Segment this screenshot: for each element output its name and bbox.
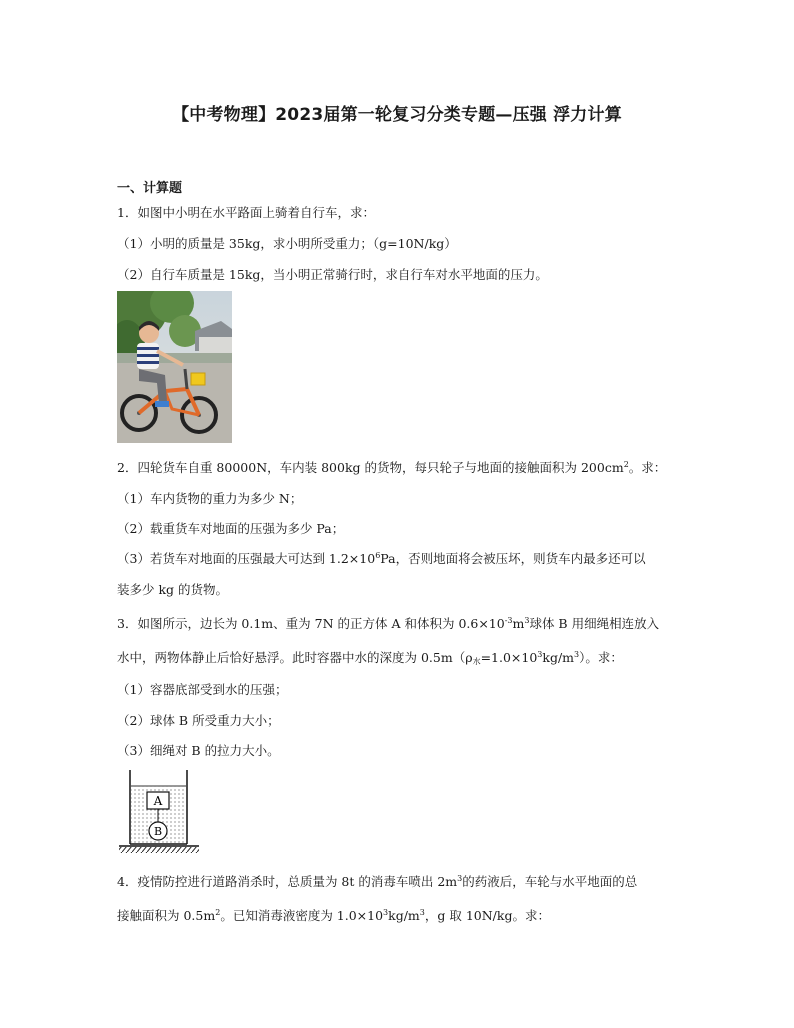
cube-a-label: A [153, 794, 163, 808]
q3-part-3: （3）细绳对 B 的拉力大小。 [117, 743, 280, 758]
boy-on-bicycle-photo [117, 291, 232, 443]
q1-stem: 1．如图中小明在水平路面上骑着自行车，求： [117, 205, 375, 220]
q1-part-2: （2）自行车质量是 15kg，当小明正常骑行时，求自行车对水平地面的压力。 [117, 267, 548, 282]
q4-stem-line-2: 接触面积为 $0.5m^2$。已知消毒液密度为 $1.0\times 10^3kg/m^3$，g 取 10N/kg。求： [117, 908, 550, 923]
container-diagram [117, 768, 207, 860]
q4-stem-line-1: 4．疫情防控进行道路消杀时，总质量为 8t 的消毒车喷出 $2m^3$的药液后，车轮与水平地面的总 [117, 874, 638, 889]
q2-part-3: （3）若货车对地面的压强最大可达到 $1.2\times 10^6Pa$，否则地面将会被压坏，则货车内最多还可以 [117, 551, 646, 566]
q2-stem: 2．四轮货车自重 80000N，车内装 800kg 的货物，每只轮子与地面的接触面积为 $200cm^2$。求： [117, 460, 667, 475]
q3-stem-line-2: 水中，两物体静止后恰好悬浮。此时容器中水的深度为 $0.5m(\rho_水=1.0\times 10^3kg/m^3)$。求： [117, 650, 623, 666]
q3-part-1: （1）容器底部受到水的压强； [117, 682, 288, 697]
q2-part-2: （2）载重货车对地面的压强为多少 Pa； [117, 521, 345, 536]
q3-part-2: （2）球体 B 所受重力大小； [117, 713, 280, 728]
q3-stem-line-1: 3．如图所示，边长为 0.1m、重为 7N 的正方体 A 和体积为 $0.6\times 10^{-3}m^3$球体 B 用细绳相连放入 [117, 616, 660, 631]
document-title: 【中考物理】2023届第一轮复习分类专题—压强 浮力计算 [172, 105, 622, 125]
section-heading: 一、计算题 [117, 181, 183, 196]
sphere-b-label: B [153, 825, 163, 838]
q2-part-1: （1）车内货物的重力为多少 N； [117, 491, 303, 506]
q1-part-1: （1）小明的质量是 35kg，求小明所受重力；（g=10N/kg） [117, 236, 457, 251]
q2-part-3-continued: 装多少 kg 的货物。 [117, 582, 229, 597]
